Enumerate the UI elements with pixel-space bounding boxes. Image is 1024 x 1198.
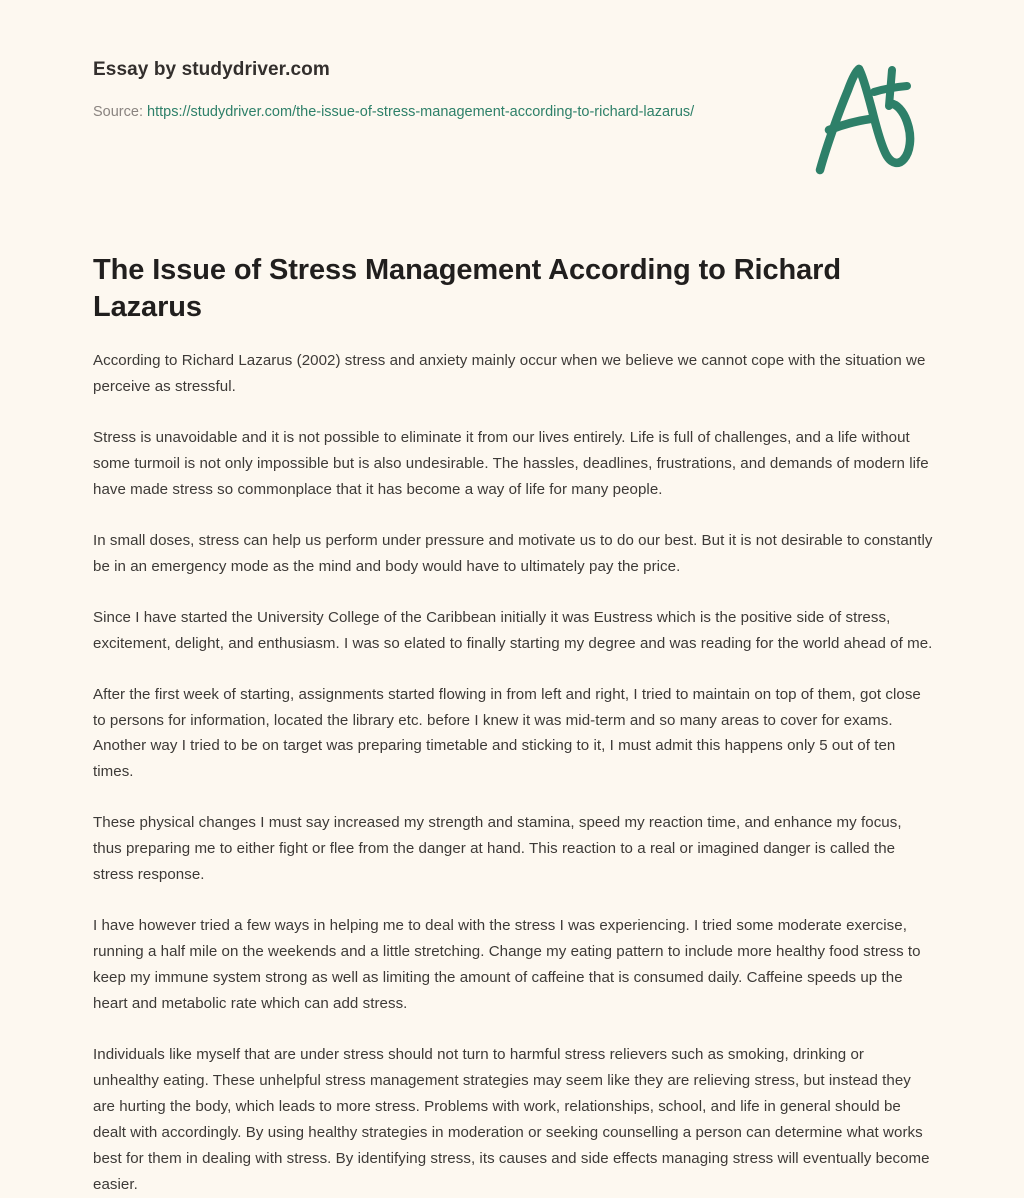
body-paragraph: In small doses, stress can help us perform under pressure and motivate us to do our best. But it is not desirable to constantly be in an emergency mode as the mind and body would have to ultimately pay the price. [93, 531, 933, 575]
page-title: The Issue of Stress Management According to Richard Lazarus [93, 254, 841, 324]
page-header [93, 58, 793, 125]
a-plus-logo [804, 52, 924, 177]
body-paragraph: Stress is unavoidable and it is not possible to eliminate it from our lives entirely. Life is full of challenges, and a life without some turmoil is not only impossible but is also undesirable. The hassles, deadlines, frustrations, and demands of modern life have made stress so commonplace that it has become a way of life for many people. [93, 428, 929, 498]
body-paragraph: I have however tried a few ways in helping me to deal with the stress I was experiencing. I tried some moderate exercise, running a half mile on the weekends and a little stretching. Change my eating pattern to include more healthy food stress to keep my immune system strong as well as limiting the amount of caffeine that is consumed daily. Caffeine speeds up the heart and metabolic rate which can add stress. [93, 917, 921, 1013]
body-paragraph: According to Richard Lazarus (2002) stress and anxiety mainly occur when we believe we cannot cope with the situation we perceive as stressful. [93, 352, 926, 395]
body-paragraph: After the first week of starting, assignments started flowing in from left and right, I tried to maintain on top of them, got close to persons for information, located the library etc. before I knew it was mid-term and so many areas to cover for exams. Another way I tried to be on target was preparing timetable and sticking to it, I must admit this happens only 5 out of ten times. [93, 685, 921, 781]
body-paragraph: Since I have started the University College of the Caribbean initially it was Eustress which is the positive side of stress, excitement, delight, and enthusiasm. I was so elated to finally starting my degree and was reading for the world ahead of me. [93, 608, 933, 652]
body-paragraph: Individuals like myself that are under stress should not turn to harmful stress relievers such as smoking, drinking or unhealthy eating. These unhelpful stress management strategies may seem like they are relieving stress, but instead they are hurting the body, which leads to more stress. Problems with work, relationships, school, and life in general should be dealt with accordingly. By using healthy strategies in moderation or seeking counselling a person can determine what works best for them in dealing with stress. By identifying stress, its causes and side effects managing stress will eventually become easier. [93, 1046, 930, 1193]
essay-byline: Essay by studydriver.com [93, 59, 330, 80]
source-line [93, 100, 753, 125]
body-paragraph: These physical changes I must say increased my strength and stamina, speed my reaction time, and enhance my focus, thus preparing me to either fight or flee from the danger at hand. This reaction to a real or imagined danger is called the stress response. [93, 814, 902, 884]
source-label: Source: [93, 103, 143, 120]
essay-body [93, 348, 933, 1198]
source-url-link[interactable]: https://studydriver.com/the-issue-of-stress-management-according-to-richard-lazarus/ [147, 103, 695, 120]
a-plus-icon [804, 52, 924, 177]
